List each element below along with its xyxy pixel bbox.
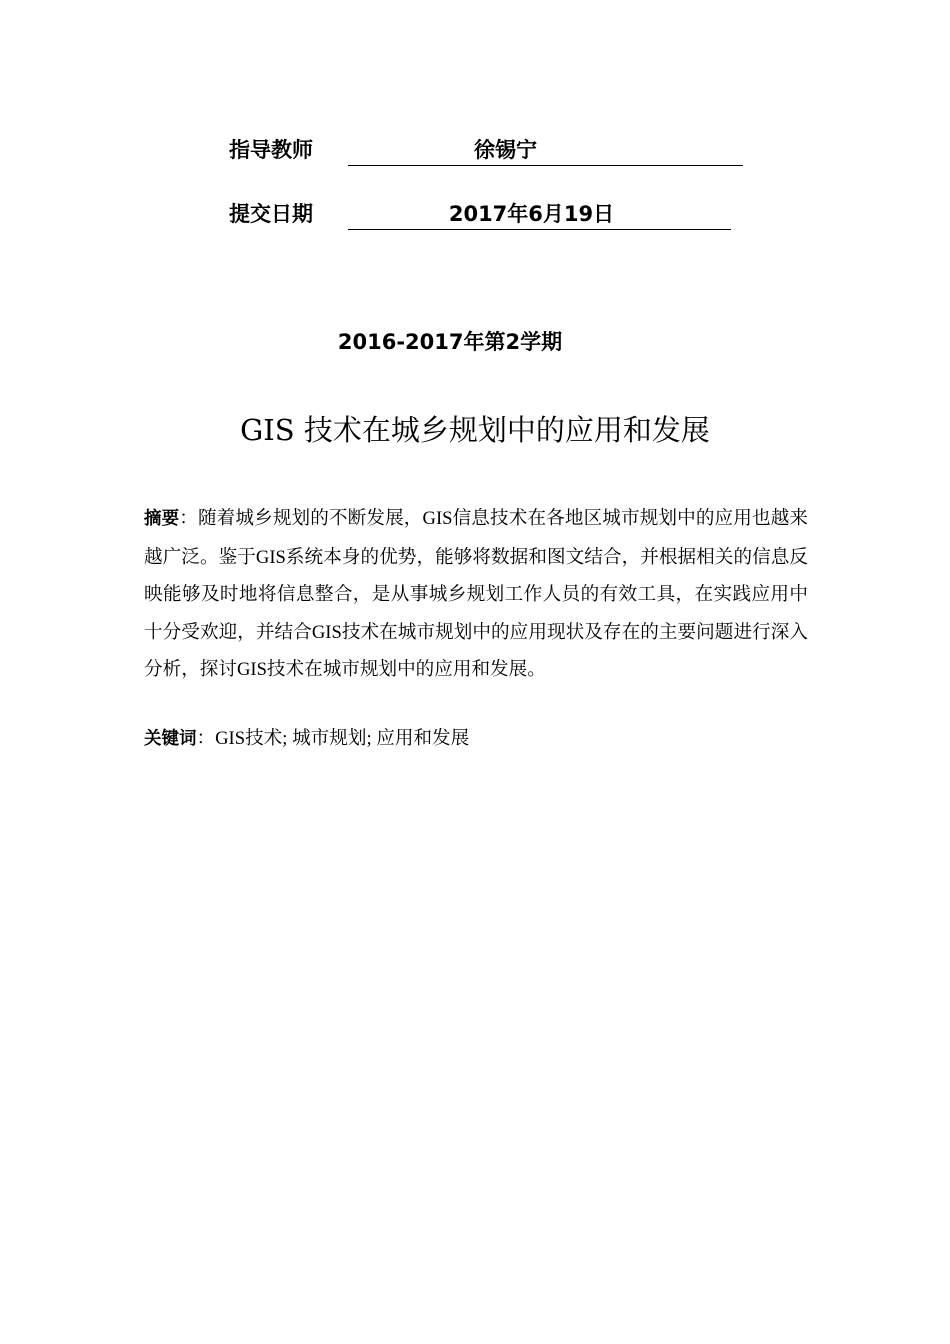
keywords-line: [144, 720, 469, 758]
abstract-label: 摘要: [144, 509, 180, 529]
abstract-paragraph: [144, 500, 808, 689]
abstract-text: 随着城乡规划的不断发展，GIS信息技术在各地区城市规划中的应用也越来越广泛。鉴于GIS系统本身的优势，能够将数据和图文结合，并根据相关的信息反映能够及时地将信息整合，是从事城乡规划工作人员的有效工具，在实践应用中十分受欢迎，并结合GIS技术在城市规划中的应用现状及存在的主要问题进行深入分析，探讨GIS技术在城市规划中的应用和发展。: [144, 508, 808, 681]
abstract-colon: ：: [179, 508, 198, 529]
submission-date-value-line: [348, 198, 731, 230]
paper-title: GIS 技术在城乡规划中的应用和发展: [240, 413, 710, 447]
submission-date-label: 提交日期: [229, 202, 313, 226]
keywords-colon: ：: [196, 728, 216, 749]
advisor-label: 指导教师: [229, 138, 313, 162]
semester-text: 2016-2017年第2学期: [337, 330, 563, 354]
submission-date-value: 2017年6月19日: [448, 202, 615, 226]
keywords-label: 关键词: [144, 729, 197, 749]
keywords-text: GIS技术; 城市规划; 应用和发展: [215, 728, 470, 749]
advisor-value: 徐锡宁: [474, 138, 537, 162]
advisor-value-line: [348, 134, 743, 166]
semester-heading: [0, 326, 950, 358]
